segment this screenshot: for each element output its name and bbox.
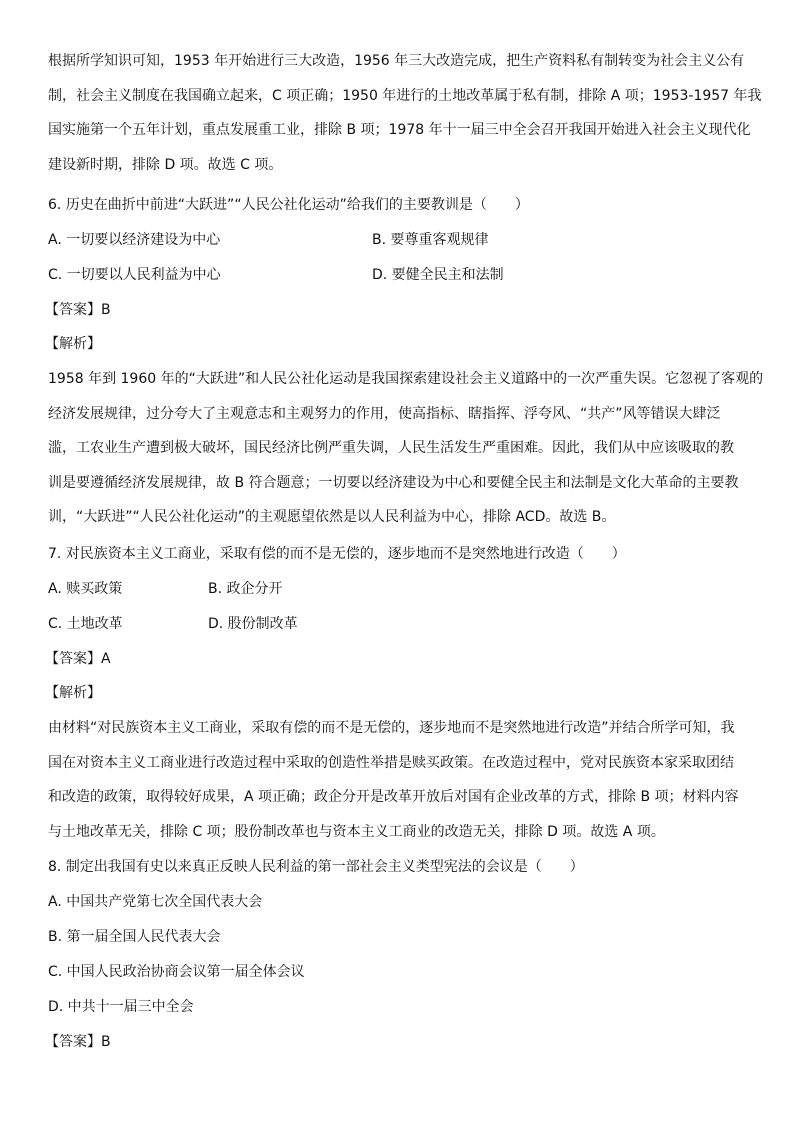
question-8-option-b: B. 第一届全国人民代表大会 bbox=[48, 929, 221, 945]
question-8-answer: 【答案】B bbox=[45, 1034, 111, 1050]
question-6-option-c: C. 一切要以人民利益为中心 bbox=[48, 267, 221, 283]
question-6-answer: 【答案】B bbox=[45, 302, 111, 318]
question-6-option-b: B. 要尊重客观规律 bbox=[372, 232, 489, 248]
question-7-analysis-tag: 【解析】 bbox=[45, 685, 101, 701]
text-line: 与土地改革无关，排除 C 项；股份制改革也与资本主义工商业的改造无关，排除 D 项。故选 A 项。 bbox=[48, 823, 665, 840]
question-8-option-d: D. 中共十一届三中全会 bbox=[48, 999, 194, 1015]
question-7-option-a: A. 赎买政策 bbox=[48, 581, 123, 597]
text-line: 根据所学知识可知，1953 年开始进行三大改造，1956 年三大改造完成，把生产资料私有制转变为社会主义公有 bbox=[48, 53, 745, 69]
question-7-option-d: D. 股份制改革 bbox=[208, 616, 298, 632]
text-line: 1958 年到 1960 年的“大跃进”和人民公社化运动是我国探索建设社会主义道路中的一次严重失误。它忽视了客观的 bbox=[48, 371, 764, 387]
question-6-option-d: D. 要健全民主和法制 bbox=[372, 267, 504, 283]
question-8-option-c: C. 中国人民政治协商会议第一届全体会议 bbox=[48, 964, 305, 980]
text-line: 和改造的政策，取得较好成果，A 项正确；政企分开是改革开放后对国有企业改革的方式，排除 B 项；材料内容 bbox=[48, 789, 739, 805]
text-line: 经济发展规律，过分夸大了主观意志和主观努力的作用，使高指标、瞎指挥、浮夸风、“共产”风等错误大肆泛 bbox=[48, 405, 721, 422]
question-8-option-a: A. 中国共产党第七次全国代表大会 bbox=[48, 894, 263, 910]
text-line: 国在对资本主义工商业进行改造过程中采取的创造性举措是赎买政策。在改造过程中，党对民族资本家采取团结 bbox=[48, 754, 734, 771]
question-7-option-b: B. 政企分开 bbox=[208, 581, 283, 597]
text-line: 制，社会主义制度在我国确立起来，C 项正确；1950 年进行的土地改革属于私有制，排除 A 项；1953-1957 年我 bbox=[48, 87, 762, 104]
question-7-answer: 【答案】A bbox=[45, 651, 111, 667]
question-8-stem: 8. 制定出我国有史以来真正反映人民利益的第一部社会主义类型宪法的会议是（ ） bbox=[48, 859, 584, 875]
question-7-stem: 7. 对民族资本主义工商业，采取有偿的而不是无偿的，逐步地而不是突然地进行改造（ ） bbox=[48, 546, 626, 562]
text-line: 国实施第一个五年计划，重点发展重工业，排除 B 项；1978 年十一届三中全会召开我国开始进入社会主义现代化 bbox=[48, 122, 751, 138]
text-line: 训是要遵循经济发展规律，故 B 符合题意；一切要以经济建设为中心和要健全民主和法制是文化大革命的主要教 bbox=[48, 474, 739, 491]
text-line: 建设新时期，排除 D 项。故选 C 项。 bbox=[48, 156, 283, 173]
question-6-analysis-tag: 【解析】 bbox=[45, 336, 101, 352]
question-6-analysis bbox=[48, 362, 764, 535]
question-6-option-a: A. 一切要以经济建设为中心 bbox=[48, 232, 221, 248]
question-7-option-c: C. 土地改革 bbox=[48, 616, 123, 632]
text-line: 由材料“对民族资本主义工商业，采取有偿的而不是无偿的，逐步地而不是突然地进行改造”并结合所学可知，我 bbox=[48, 720, 735, 736]
question-7-analysis bbox=[48, 711, 748, 849]
text-line: 滥，工农业生产遭到极大破坏，国民经济比例严重失调，人民生活发生严重困难。因此，我们从中应该吸取的教 bbox=[48, 440, 734, 456]
text-line: 训，“大跃进”“人民公社化运动”的主观愿望依然是以人民利益为中心，排除 ACD。故选 B。 bbox=[48, 509, 616, 525]
intro-analysis bbox=[48, 44, 762, 182]
question-6-stem: 6. 历史在曲折中前进“大跃进”“人民公社化运动”给我们的主要教训是（ ） bbox=[48, 197, 529, 213]
